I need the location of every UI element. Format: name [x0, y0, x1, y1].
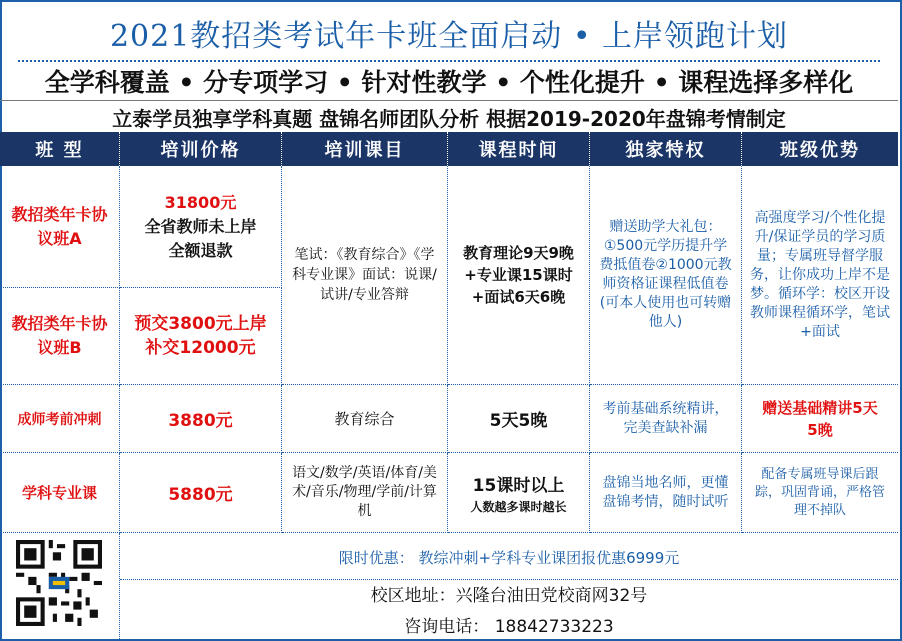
- header-advantage: 班级优势: [780, 140, 860, 161]
- poster-title-text: 2021教招类考试年卡班全面启动 • 上岸领跑计划: [109, 19, 789, 54]
- header-price: 培训价格: [120, 132, 282, 166]
- row-d-time-main: 15课时以上: [472, 475, 565, 496]
- qr-code-icon: [16, 540, 102, 626]
- row-a-price: 31800元: [164, 192, 237, 212]
- row-b-name: 教招类年卡协议班B: [0, 288, 120, 385]
- row-d-course: 语文/数学/英语/体育/美术/音乐/物理/学前/计算机: [282, 453, 448, 533]
- subtitle-features: 全学科覆盖 • 分专项学习 • 针对性教学 • 个性化提升 • 课程选择多样化: [44, 68, 854, 97]
- poster-title: [0, 0, 898, 66]
- row-c-advantage: 赠送基础精讲5天5晚: [742, 385, 898, 453]
- row-c-time: 5天5晚: [448, 385, 590, 453]
- row-d-name: 学科专业课: [0, 453, 120, 533]
- row-d-privilege: 盘锦当地名师，更懂盘锦考情，随时试听: [590, 453, 742, 533]
- row-c-price: 3880元: [120, 385, 282, 453]
- header-course: 培训课目: [282, 132, 448, 166]
- row-a-price-note: 全省教师未上岸全额退款: [144, 216, 257, 260]
- row-ab-course: 笔试：《教育综合》《学科专业课》面试：说课/试讲/专业答辩: [282, 166, 448, 385]
- promo-banner: [120, 535, 898, 580]
- row-a-price-cell: [120, 166, 282, 288]
- header-time: 课程时间: [448, 132, 590, 166]
- row-c-privilege: 考前基础系统精讲，完美查缺补漏: [590, 385, 742, 453]
- row-d-price: 5880元: [120, 453, 282, 533]
- row-d-time-cell: [448, 453, 590, 533]
- row-ab-advantage: 高强度学习/个性化提升/保证学员的学习质量；专属班导督学服务，让你成功上岸不是梦。循环学：校区开设教师课程循环学，笔试+面试: [742, 166, 898, 385]
- campus-address: 校区地址：兴隆台油田党校商网32号: [370, 586, 648, 606]
- row-c-course: 教育综合: [282, 385, 448, 453]
- promo-text: 限时优惠： 教综冲刺+学科专业课团报优惠6999元: [338, 548, 680, 567]
- row-a-name: 教招类年卡协议班A: [0, 166, 120, 288]
- header-privilege: 独家特权: [590, 132, 742, 166]
- table-header: [0, 132, 898, 166]
- row-d-time-note: 人数越多课时越长: [470, 499, 567, 514]
- subtitle-exclusive: 立泰学员独享学科真题 盘锦名师团队分析 根据2019-2020年盘锦考情制定: [0, 100, 898, 133]
- row-ab-privilege: 赠送助学大礼包：①500元学历提升学费抵值卷②1000元教师资格证课程低值卷(可本人使用也可转赠他人): [590, 166, 742, 385]
- row-ab-time: 教育理论9天9晚+专业课15课时+面试6天6晚: [448, 166, 590, 385]
- contact-block: [120, 580, 898, 638]
- row-c-name: 成师考前冲刺: [0, 385, 120, 453]
- row-b-price: 预交3800元上岸补交12000元: [120, 288, 282, 385]
- row-d-advantage: 配备专属班导课后跟踪，巩固背诵，严格管理不掉队: [742, 453, 898, 533]
- header-class-type: 班 型: [0, 132, 120, 166]
- contact-phone: 咨询电话： 18842733223: [404, 617, 614, 637]
